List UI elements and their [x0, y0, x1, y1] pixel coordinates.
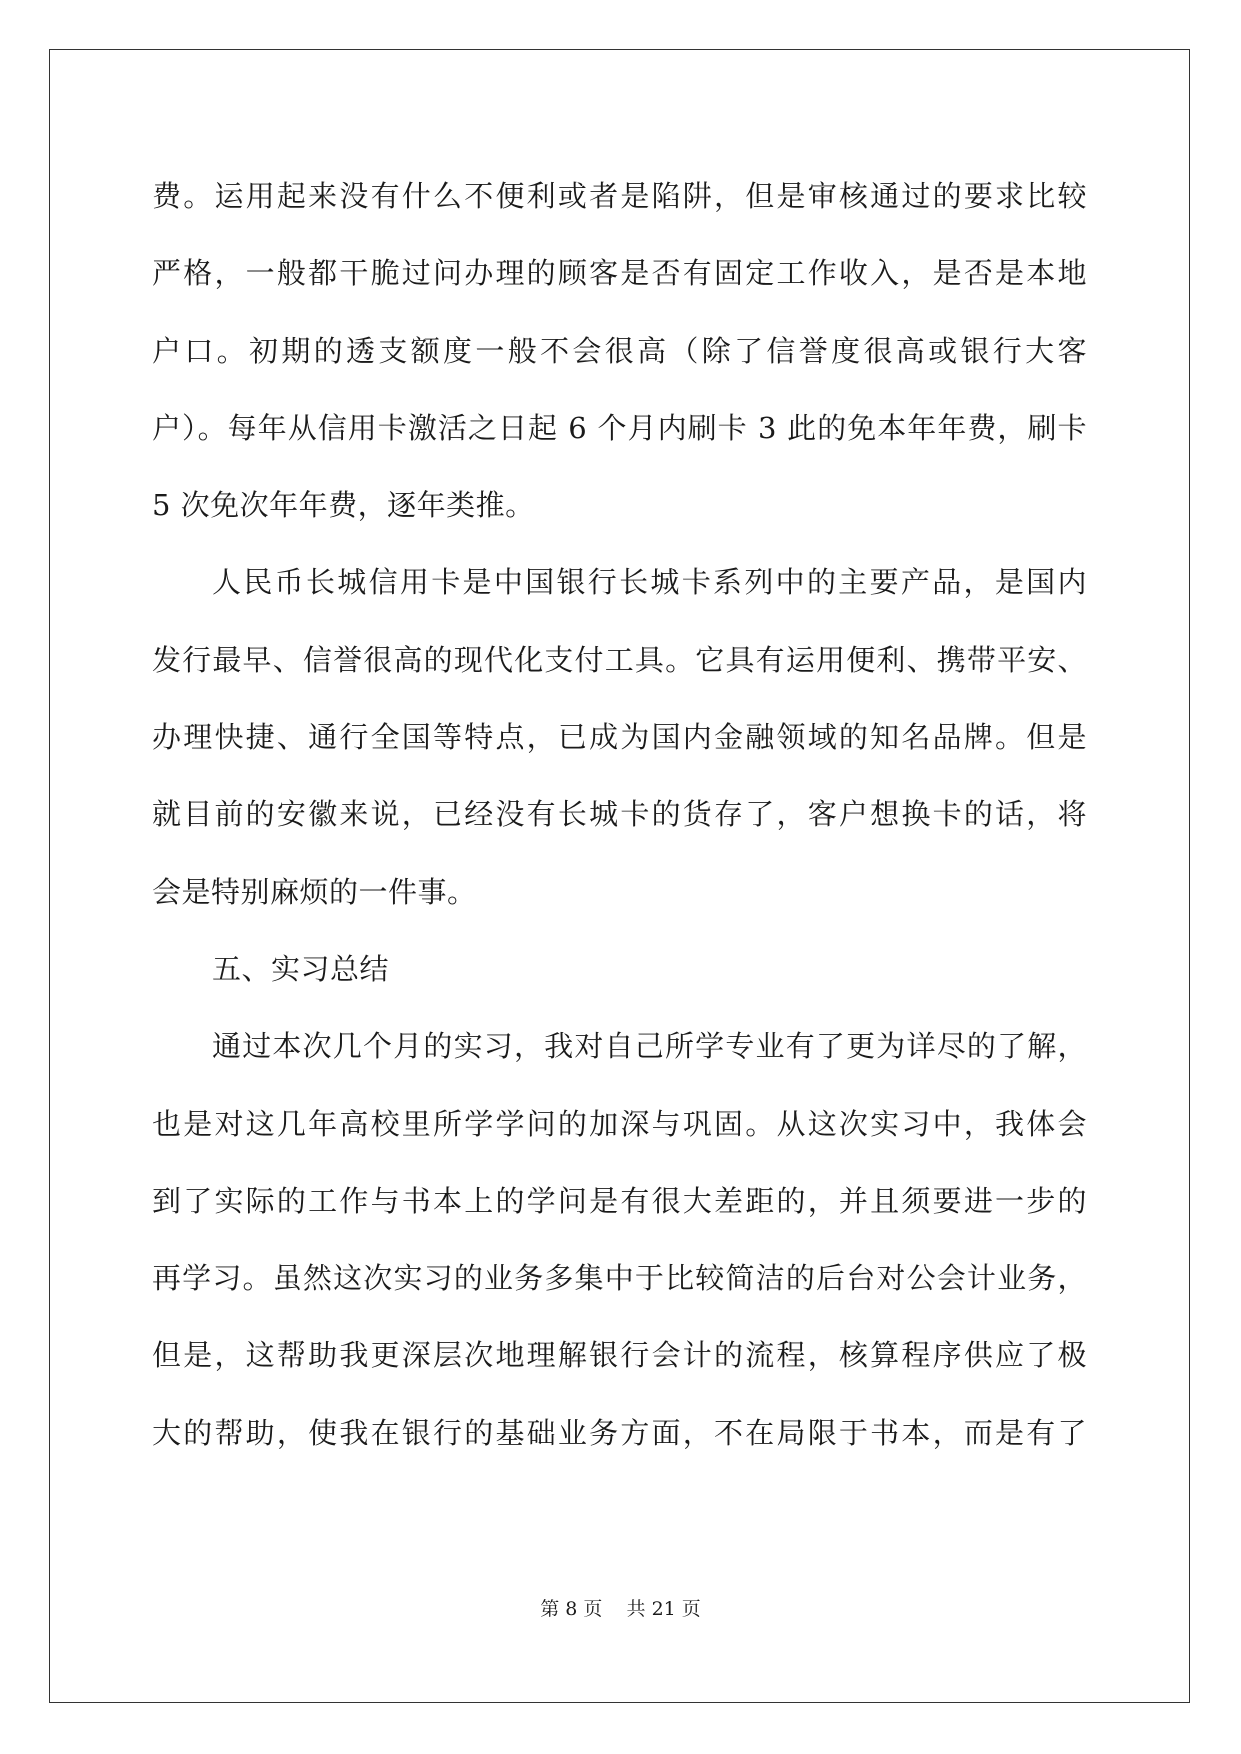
text-line: 5 次免次年年费，逐年类推。: [152, 488, 535, 523]
text-line: 大的帮助，使我在银行的基础业务方面，不在局限于书本，而是有了: [152, 1415, 1087, 1450]
text-line: 户口。初期的透支额度一般不会很高（除了信誉度很高或银行大客: [152, 333, 1087, 368]
text-line: 五、实习总结: [212, 951, 390, 986]
text-line: 户）。每年从信用卡激活之日起 6 个月内刷卡 3 此的免本年年费，刷卡: [152, 410, 1087, 445]
text-line: 人民币长城信用卡是中国银行长城卡系列中的主要产品，是国内: [212, 565, 1087, 600]
text-line: 费。运用起来没有什么不便利或者是陷阱，但是审核通过的要求比较: [152, 179, 1087, 213]
text-line: 但是，这帮助我更深层次地理解银行会计的流程，核算程序供应了极: [152, 1338, 1087, 1373]
text-line: 通过本次几个月的实习，我对自己所学专业有了更为详尽的了解，: [212, 1029, 1087, 1064]
total-pages: 共 21 页: [626, 1598, 701, 1620]
text-line: 再学习。虽然这次实习的业务多集中于比较简洁的后台对公会计业务，: [152, 1261, 1087, 1296]
text-line: 就目前的安徽来说，已经没有长城卡的货存了，客户想换卡的话，将: [152, 797, 1087, 832]
document-body: [152, 158, 1087, 1472]
text-line: 严格，一般都干脆过问办理的顾客是否有固定工作收入，是否是本地: [152, 256, 1087, 291]
text-line: 办理快捷、通行全国等特点，已成为国内金融领域的知名品牌。但是: [152, 720, 1087, 755]
text-line: 发行最早、信誉很高的现代化支付工具。它具有运用便利、携带平安、: [152, 642, 1087, 677]
text-line: 到了实际的工作与书本上的学问是有很大差距的，并且须要进一步的: [152, 1183, 1087, 1218]
text-line: 会是特别麻烦的一件事。: [152, 874, 477, 909]
text-line: 也是对这几年高校里所学学问的加深与巩固。从这次实习中，我体会: [152, 1106, 1087, 1141]
page-footer: [0, 1596, 1241, 1622]
page-number: 第 8 页: [540, 1598, 603, 1620]
footer-gap: [602, 1598, 626, 1620]
